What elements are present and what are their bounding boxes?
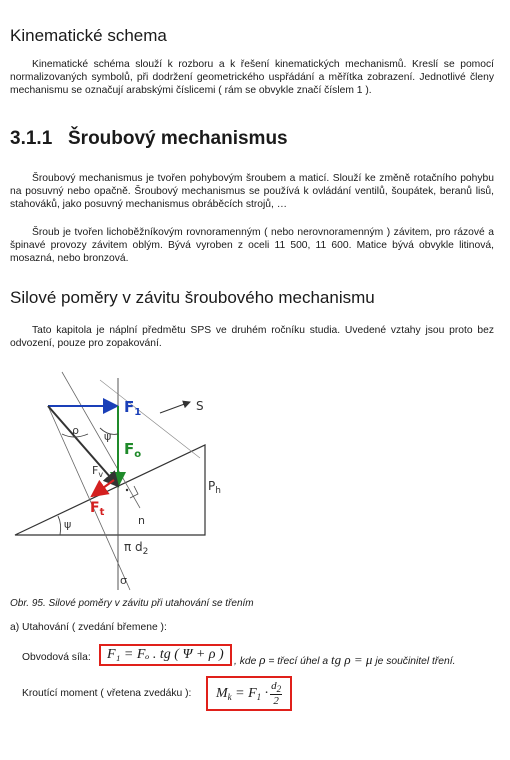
label-S: S: [196, 399, 204, 413]
figure-caption: Obr. 95. Silové poměry v závitu při utahování se třením: [10, 598, 254, 609]
moment-formula-box: [206, 676, 292, 711]
moment-label: Kroutící moment ( vřetena zvedáku ):: [22, 688, 192, 699]
paragraph-screw-mechanism-2: Šroub je tvořen lichoběžníkovým rovnoramenným ( nebo nerovnoramenným ) závitem, pro rázové a špinavé provozy závitem oblým. Bývá vyroben z oceli 11 500, 11 600. Matice bývá obvykle litinová, mosazná, nebo bronzová.: [10, 227, 494, 264]
section-number: 3.1.1: [10, 128, 53, 149]
construction-line-2: [100, 380, 200, 458]
label-psi-bottom: ψ: [64, 518, 72, 531]
label-n: n: [138, 514, 145, 527]
label-psi-top: ψ: [104, 430, 112, 443]
moment-formula: $M_k = F_1$ · $\frac{d_2}{2}$: [216, 680, 282, 707]
arrow-Fv: [48, 406, 118, 486]
paragraph-kinematic-schema: Kinematické schéma slouží k rozboru a k řešení kinematických mechanismů. Kreslí se pomocí normalizovaných symbolů, při dodržení geometrického uspřádání a měřítka zobrazení. Jednotlivé členy mechanismu se označují arabskými číslicemi ( rám se obvykle značí číslem 1 ).: [10, 59, 494, 96]
case-a-label: a) Utahování ( zvedání břemene ):: [10, 622, 167, 633]
label-F1: $F_1$: [124, 398, 142, 418]
label-rho: ρ: [72, 424, 79, 437]
force-label: Obvodová síla:: [22, 652, 91, 663]
arrow-S: [160, 402, 190, 413]
label-sigma: σ: [120, 574, 127, 587]
section-heading-force-ratios: Silové poměry v závitu šroubového mechanismu: [10, 288, 375, 307]
label-Fv: $F_v$: [92, 464, 104, 479]
label-Ft: $F_t$: [90, 500, 105, 518]
right-angle-dot: [126, 489, 128, 491]
force-formula-box: [99, 644, 232, 666]
label-Ph: $P_h$: [208, 479, 221, 496]
incline-triangle: [15, 445, 205, 535]
label-pi-d2: π $d_2$: [124, 540, 149, 557]
force-note: , kde ρ = třecí úhel a tg ρ = μ je součinitel tření.: [234, 652, 456, 667]
angle-arc-psi-bottom: [58, 516, 61, 535]
paragraph-screw-mechanism-1: Šroubový mechanismus je tvořen pohybovým šroubem a maticí. Slouží ke změně rotačního pohybu na posuvný nebo opačně. Šroubový mechanismus se používá k ovládání ventilů, šoupátek, beranů lisů, stahováků, jako posuvný mechanismus obráběcích strojů, …: [10, 173, 494, 210]
paragraph-force-ratios: Tato kapitola je náplní předmětu SPS ve druhém ročníku studia. Uvedené vztahy jsou proto bez odvození, pouze pro zopakování.: [10, 325, 494, 349]
force-formula: F₁ = Fₒ . tg ( Ψ + ρ ): [107, 647, 224, 662]
label-Fo: $F_o$: [124, 440, 142, 460]
force-diagram: [0, 358, 510, 594]
section-heading-kinematic-schema: Kinematické schema: [10, 26, 167, 45]
section-heading-screw-mechanism: 3.1.1 Šroubový mechanismus: [10, 128, 288, 149]
